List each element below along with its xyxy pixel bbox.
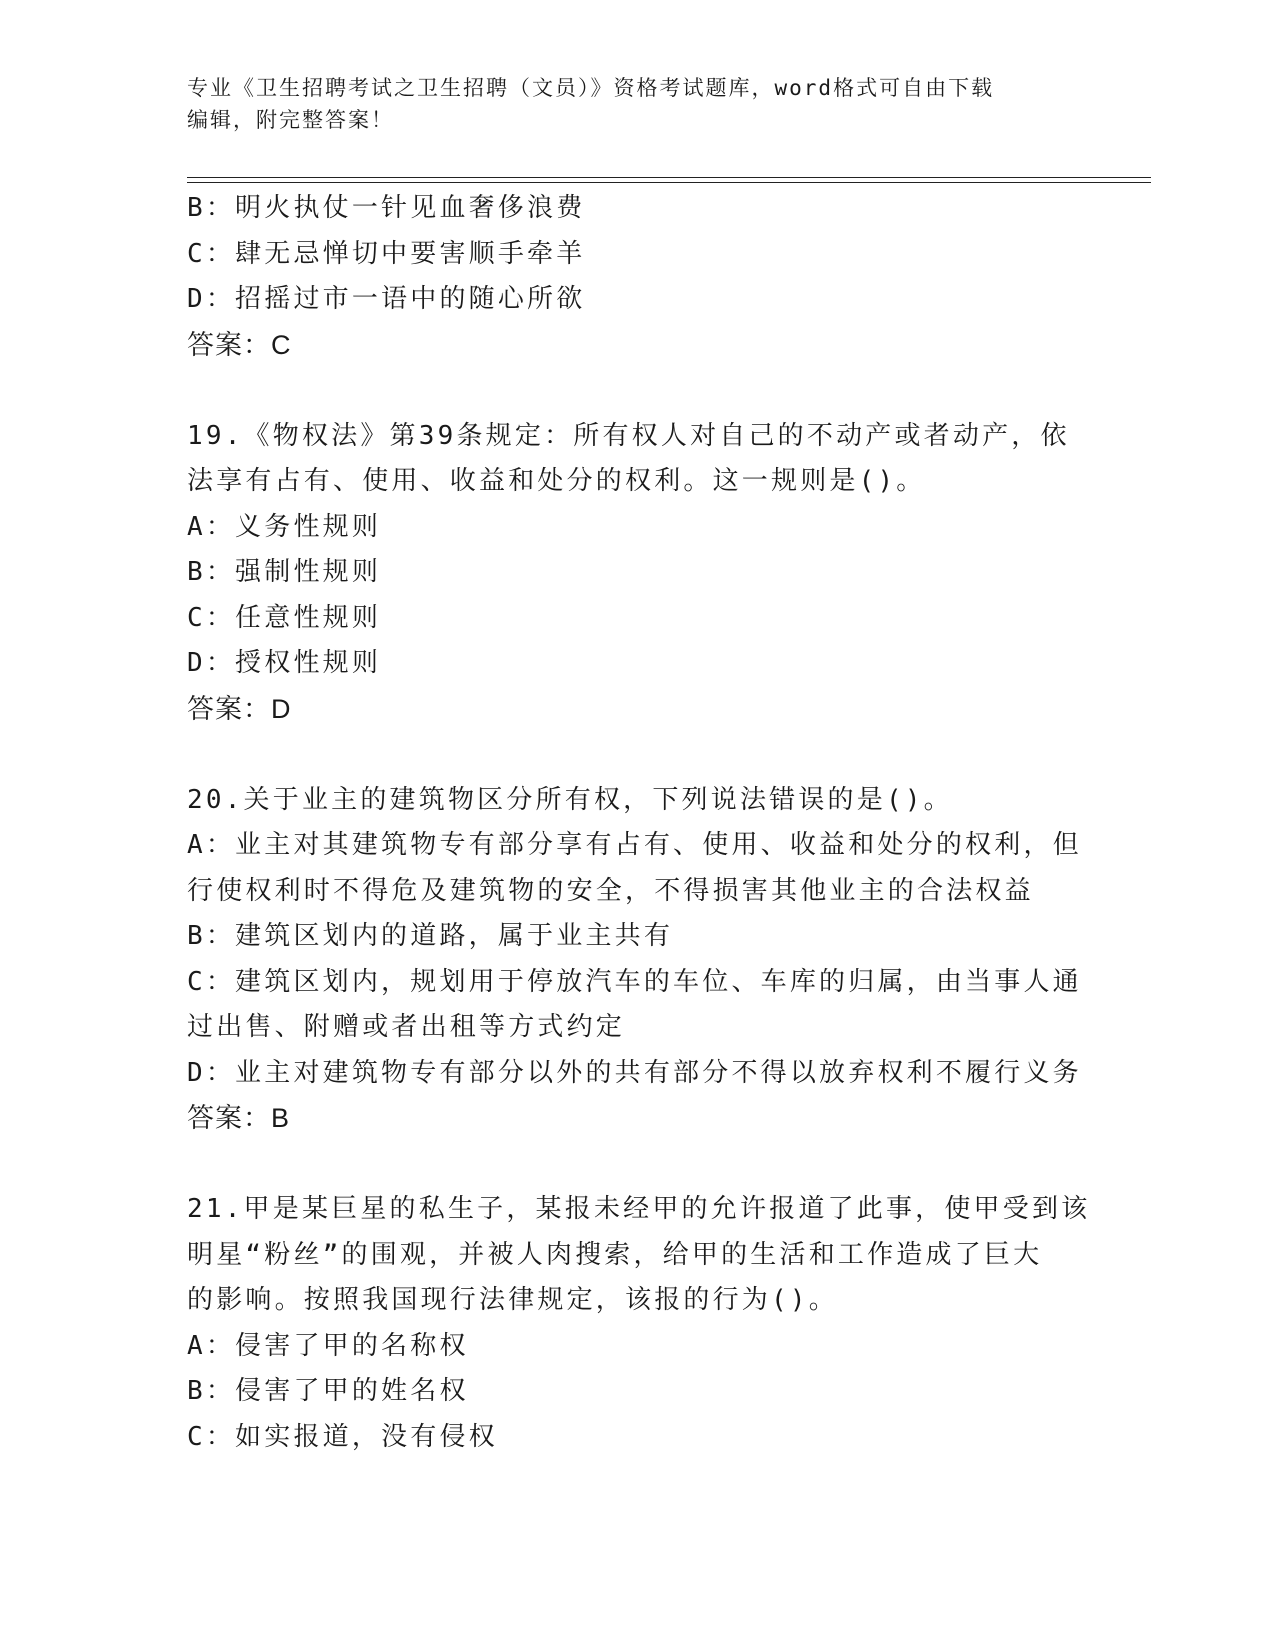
spacer [187, 368, 1087, 414]
q20-option-d: D：业主对建筑物专有部分以外的共有部分不得以放弃权利不履行义务 [187, 1057, 1082, 1088]
q20-option-b: B：建筑区划内的道路，属于业主共有 [187, 921, 674, 951]
q18-option-d: D：招摇过市一语中的随心所欲 [187, 284, 586, 314]
q19-stem-line-2: 法享有占有、使用、收益和处分的权利。这一规则是()。 [187, 466, 926, 496]
q20-option-c-line-1: C：建筑区划内，规划用于停放汽车的车位、车库的归属，由当事人通 [187, 966, 1082, 997]
q19-answer: 答案：D [187, 693, 292, 724]
q18-option-b: B：明火执仗一针见血奢侈浪费 [187, 193, 586, 223]
q19-option-d: D：授权性规则 [187, 648, 382, 678]
question-21 [187, 1187, 1091, 1460]
q21-option-b: B：侵害了甲的姓名权 [187, 1376, 469, 1406]
q19-stem-line-1: 19.《物权法》第39条规定：所有权人对自己的不动产或者动产，依 [187, 420, 1070, 451]
document-header [187, 72, 1087, 136]
q21-stem-line-3: 的影响。按照我国现行法律规定，该报的行为()。 [187, 1285, 838, 1315]
header-line-1: 专业《卫生招聘考试之卫生招聘（文员）》资格考试题库，word格式可自由下载 [187, 76, 995, 100]
q20-option-a-line-2: 行使权利时不得危及建筑物的安全，不得损害其他业主的合法权益 [187, 875, 1034, 906]
spacer [187, 732, 1087, 778]
q20-option-c-line-2: 过出售、附赠或者出租等方式约定 [187, 1012, 626, 1042]
q19-option-a: A：义务性规则 [187, 511, 382, 542]
header-divider-top [187, 177, 1151, 178]
header-line-2: 编辑，附完整答案！ [187, 108, 394, 132]
q20-answer: 答案：B [187, 1103, 291, 1133]
q21-option-a: A：侵害了甲的名称权 [187, 1330, 469, 1361]
q19-option-c: C：任意性规则 [187, 602, 382, 633]
spacer [187, 1142, 1087, 1188]
q20-option-a-line-1: A：业主对其建筑物专有部分享有占有、使用、收益和处分的权利，但 [187, 830, 1082, 860]
q18-answer: 答案：C [187, 329, 292, 360]
q21-option-c: C：如实报道，没有侵权 [187, 1421, 498, 1452]
q21-stem-line-1: 21.甲是某巨星的私生子，某报未经甲的允许报道了此事，使甲受到该 [187, 1194, 1091, 1224]
question-18-tail [187, 186, 1087, 368]
q19-option-b: B：强制性规则 [187, 557, 382, 587]
q21-stem-line-2: 明星“粉丝”的围观，并被人肉搜索，给甲的生活和工作造成了巨大 [187, 1239, 1043, 1270]
header-divider-bottom [187, 182, 1151, 183]
q18-option-c: C：肆无忌惮切中要害顺手牵羊 [187, 238, 586, 269]
question-19 [187, 414, 1087, 733]
question-20 [187, 778, 1087, 1142]
q20-stem: 20.关于业主的建筑物区分所有权，下列说法错误的是()。 [187, 784, 953, 815]
document-body [187, 186, 1091, 1460]
